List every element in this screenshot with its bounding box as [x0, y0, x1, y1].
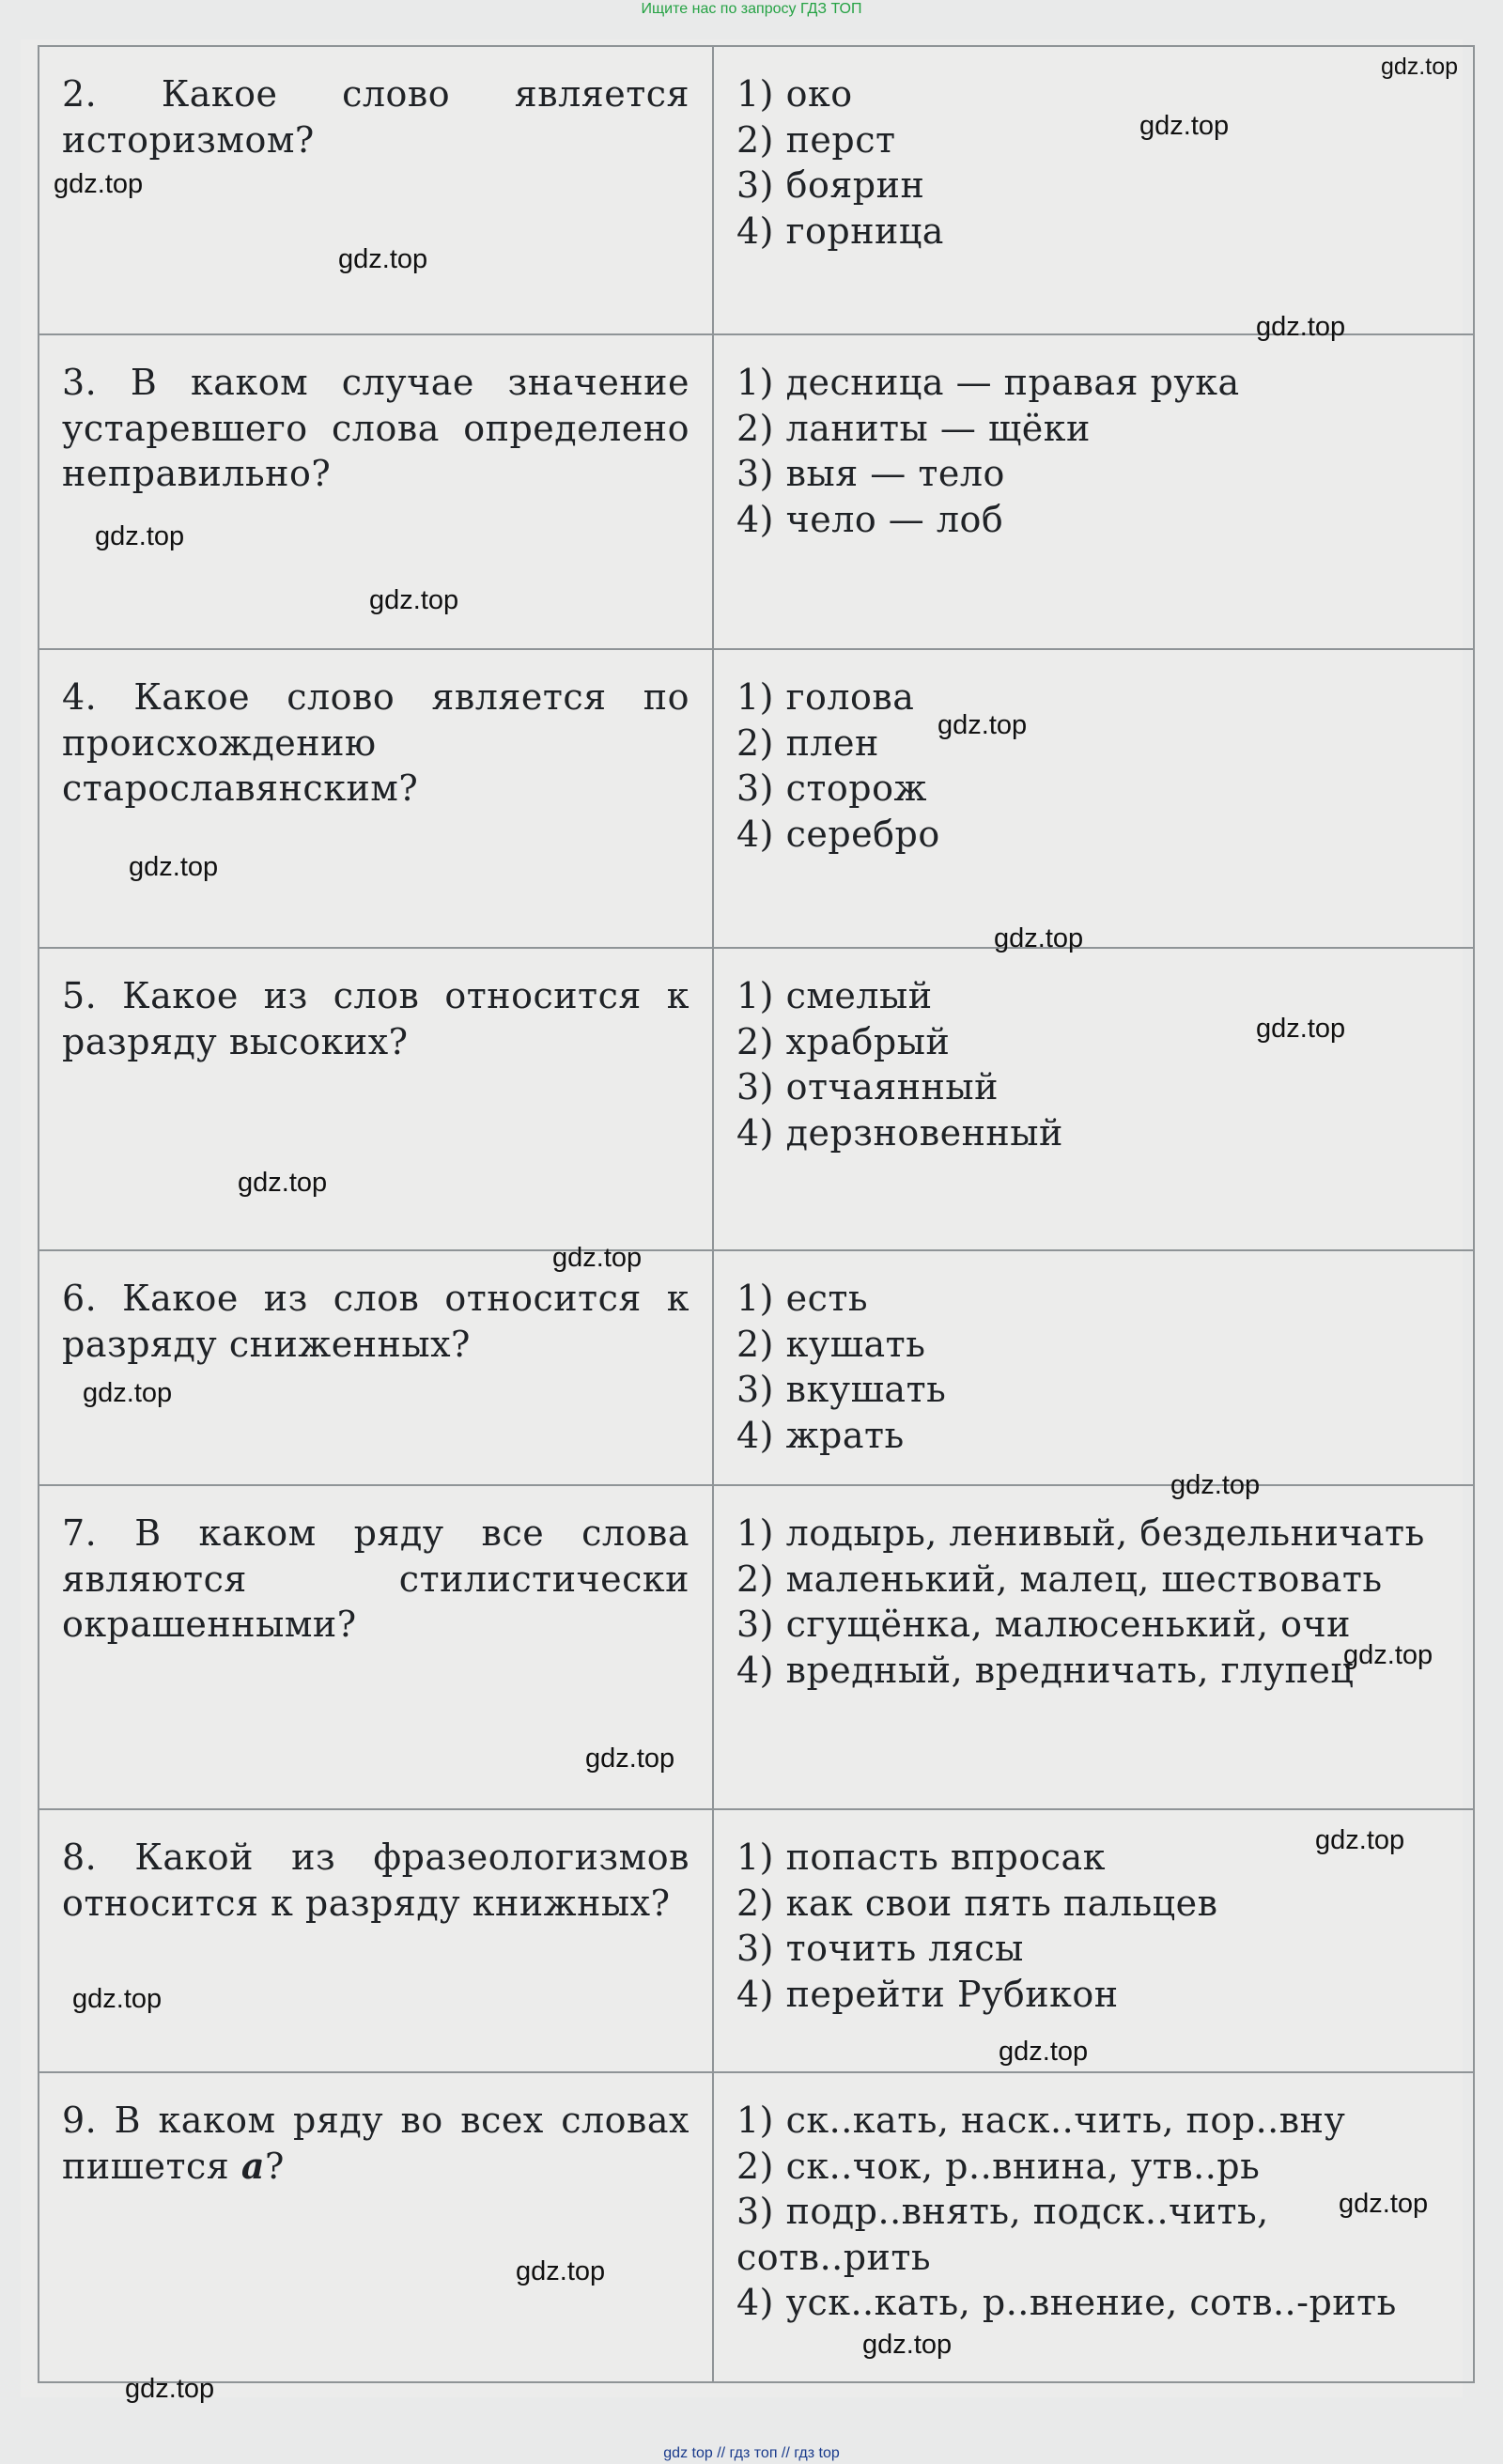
- question-row-6: [39, 1250, 1474, 1485]
- question-letter: а: [240, 2144, 265, 2187]
- answer-options: [713, 2072, 1474, 2382]
- option: 3) выя — тело: [736, 453, 1005, 494]
- answer-options: [713, 649, 1474, 948]
- top-search-link[interactable]: Ищите нас по запросу ГДЗ ТОП: [641, 1, 862, 17]
- option: 2) храбрый: [736, 1020, 951, 1062]
- question-text-start: 9. В каком ряду во всех словах пишется: [62, 2100, 690, 2187]
- question-text: [39, 2072, 713, 2382]
- watermark: gdz.top: [1339, 2189, 1429, 2219]
- option: 3) отчаянный: [736, 1066, 999, 1108]
- option: 4) жрать: [736, 1414, 905, 1456]
- option: 3) точить лясы: [736, 1928, 1024, 1969]
- option: 3) сторож: [736, 767, 927, 809]
- watermark: gdz.top: [1170, 1470, 1261, 1500]
- option: 1) смелый: [736, 975, 933, 1016]
- option: 2) кушать: [736, 1323, 926, 1365]
- option: 2) маленький, малец, шествовать: [736, 1557, 1383, 1600]
- watermark: gdz.top: [585, 1743, 675, 1774]
- watermark: gdz.top: [937, 710, 1028, 740]
- watermark: gdz.top: [552, 1243, 643, 1273]
- option: 1) ск..кать, наск..чить, пор..вну: [736, 2100, 1346, 2141]
- option: 3) боярин: [736, 164, 925, 206]
- watermark: gdz.top: [1256, 1014, 1346, 1044]
- option: 1) десница — правая рука: [736, 362, 1240, 403]
- option: 2) плен: [736, 721, 879, 764]
- questions-table: [38, 45, 1475, 2383]
- question-text: 3. В каком случае значение устаревшего слова определено неправильно?: [39, 334, 713, 649]
- watermark: gdz.top: [54, 169, 144, 199]
- option: 4) перейти Рубикон: [736, 1973, 1119, 2015]
- option: 1) попасть впросак: [736, 1836, 1106, 1878]
- option: 1) есть: [736, 1278, 869, 1319]
- question-text: 6. Какое из слов относится к разряду сниженных?: [39, 1250, 713, 1485]
- option: 1) око: [736, 73, 853, 115]
- question-text: 8. Какой из фразеологизмов относится к разряду книжных?: [39, 1809, 713, 2072]
- watermark: gdz.top: [83, 1378, 173, 1408]
- option: 4) уск..кать, р..внение, сотв..-рить: [736, 2282, 1397, 2323]
- option: 3) подр..внять, подск..чить, сотв..рить: [736, 2191, 1269, 2278]
- answer-options: [713, 1250, 1474, 1485]
- bottom-links[interactable]: gdz top // гдз топ // гдз top: [663, 2445, 840, 2461]
- watermark: gdz.top: [516, 2256, 606, 2286]
- question-row-7: [39, 1485, 1474, 1809]
- option: 4) серебро: [736, 813, 940, 855]
- answer-options: [713, 334, 1474, 649]
- option: 1) голова: [736, 676, 915, 718]
- option: 3) сгущёнка, малюсенький, очи: [736, 1604, 1351, 1645]
- watermark: gdz.top: [1315, 1825, 1405, 1855]
- question-text: 7. В каком ряду все слова являются стилистически окрашенными?: [39, 1485, 713, 1809]
- option: 2) ск..чок, р..внина, утв..рь: [736, 2145, 1261, 2187]
- question-row-4: [39, 649, 1474, 948]
- textbook-page: [21, 39, 1463, 2397]
- watermark: gdz.top: [862, 2330, 953, 2360]
- option: 4) дерзновенный: [736, 1111, 1063, 1154]
- question-text: 2. Какое слово является историзмом?: [39, 46, 713, 334]
- option: 4) вредный, вредничать, глупец: [736, 1649, 1355, 1691]
- question-row-2: [39, 46, 1474, 334]
- watermark: gdz.top: [1343, 1640, 1433, 1670]
- question-row-8: [39, 1809, 1474, 2072]
- answer-options: [713, 948, 1474, 1250]
- watermark: gdz.top: [338, 244, 428, 274]
- question-row-3: [39, 334, 1474, 649]
- option: 3) вкушать: [736, 1369, 947, 1410]
- watermark: gdz.top: [1381, 54, 1459, 80]
- answer-options: [713, 46, 1474, 334]
- question-text: 4. Какое слово является по происхождению старославянским?: [39, 649, 713, 948]
- option: 2) как свои пять пальцев: [736, 1882, 1218, 1924]
- question-text: 5. Какое из слов относится к разряду высоких?: [39, 948, 713, 1250]
- question-row-9: [39, 2072, 1474, 2382]
- option: 2) ланиты — щёки: [736, 407, 1091, 449]
- watermark: gdz.top: [125, 2374, 215, 2404]
- question-text-end: ?: [264, 2145, 285, 2187]
- option: 2) перст: [736, 118, 896, 161]
- watermark: gdz.top: [1256, 312, 1346, 342]
- watermark: gdz.top: [1139, 111, 1230, 141]
- option: 4) горница: [736, 209, 944, 252]
- watermark: gdz.top: [238, 1168, 328, 1198]
- option: 1) лодырь, ленивый, бездельничать: [736, 1512, 1425, 1554]
- watermark: gdz.top: [994, 923, 1084, 953]
- watermark: gdz.top: [999, 2037, 1089, 2067]
- watermark: gdz.top: [369, 585, 459, 615]
- option: 4) чело — лоб: [736, 498, 1004, 540]
- watermark: gdz.top: [72, 1984, 163, 2014]
- watermark: gdz.top: [95, 521, 185, 551]
- watermark: gdz.top: [129, 852, 219, 882]
- question-row-5: [39, 948, 1474, 1250]
